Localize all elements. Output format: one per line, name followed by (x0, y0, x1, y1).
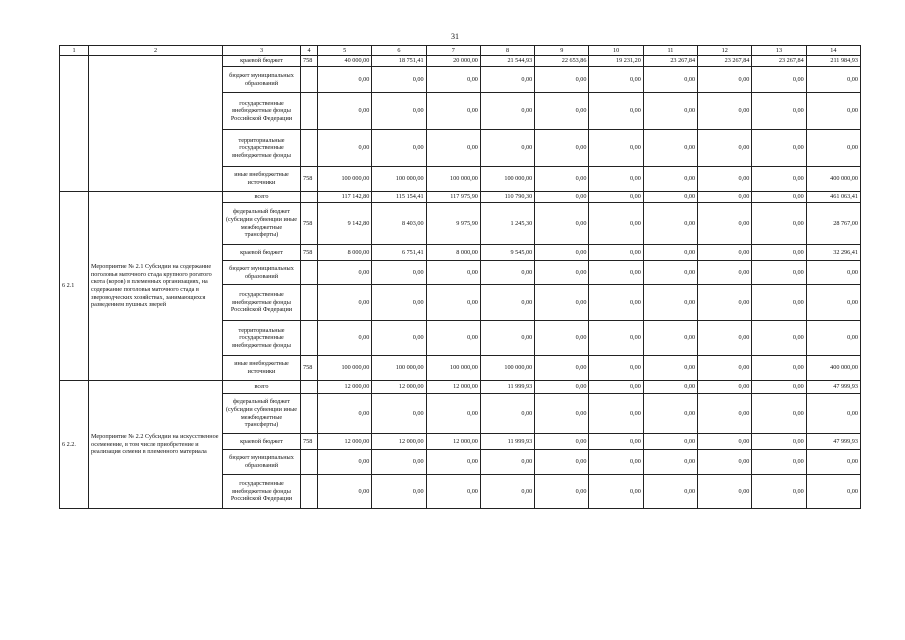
year-value: 0,00 (535, 356, 589, 381)
grbs-code: 758 (301, 203, 318, 245)
year-value: 9 975,90 (426, 203, 480, 245)
year-value: 100 000,00 (480, 167, 534, 192)
year-value: 0,00 (589, 285, 643, 321)
year-value: 0,00 (426, 261, 480, 285)
year-value: 0,00 (535, 450, 589, 475)
year-value: 0,00 (372, 321, 426, 356)
page-number: 31 (451, 32, 459, 41)
year-value: 0,00 (643, 167, 697, 192)
year-value: 0,00 (535, 245, 589, 261)
column-header-12: 12 (698, 46, 752, 56)
grbs-code: 758 (301, 245, 318, 261)
year-value: 0,00 (752, 356, 806, 381)
budget-table (59, 45, 861, 509)
year-value: 0,00 (643, 203, 697, 245)
year-value: 0,00 (698, 167, 752, 192)
year-value: 0,00 (752, 167, 806, 192)
year-value: 0,00 (643, 130, 697, 167)
year-value: 0,00 (752, 245, 806, 261)
year-value: 12 000,00 (426, 381, 480, 394)
year-value: 110 790,30 (480, 192, 534, 203)
year-value: 0,00 (643, 285, 697, 321)
header-row (60, 46, 861, 56)
funding-source: всего (223, 192, 301, 203)
funding-source: государственные внебюджетные фонды Российской Федерации (223, 285, 301, 321)
year-value: 0,00 (426, 93, 480, 130)
column-header-6: 6 (372, 46, 426, 56)
year-value: 0,00 (318, 321, 372, 356)
grbs-code (301, 192, 318, 203)
year-value: 0,00 (535, 285, 589, 321)
column-header-10: 10 (589, 46, 643, 56)
year-value: 0,00 (589, 130, 643, 167)
year-value: 0,00 (589, 261, 643, 285)
year-value: 23 267,84 (752, 56, 806, 67)
year-value: 0,00 (535, 434, 589, 450)
year-value: 0,00 (752, 434, 806, 450)
year-value: 0,00 (589, 356, 643, 381)
year-value: 0,00 (643, 381, 697, 394)
year-value: 0,00 (318, 93, 372, 130)
funding-source: краевой бюджет (223, 56, 301, 67)
total-value: 28 767,00 (806, 203, 860, 245)
total-value: 0,00 (806, 130, 860, 167)
year-value: 0,00 (589, 203, 643, 245)
column-header-11: 11 (643, 46, 697, 56)
total-value: 400 000,00 (806, 356, 860, 381)
year-value: 0,00 (480, 475, 534, 509)
year-value: 0,00 (318, 130, 372, 167)
year-value: 0,00 (535, 394, 589, 434)
year-value: 100 000,00 (480, 356, 534, 381)
grbs-code (301, 261, 318, 285)
year-value: 0,00 (318, 67, 372, 93)
column-header-2: 2 (89, 46, 223, 56)
grbs-code (301, 93, 318, 130)
year-value: 8 000,00 (318, 245, 372, 261)
total-value: 400 000,00 (806, 167, 860, 192)
funding-source: краевой бюджет (223, 245, 301, 261)
year-value: 0,00 (535, 67, 589, 93)
year-value: 0,00 (752, 394, 806, 434)
year-value: 1 245,30 (480, 203, 534, 245)
grbs-code: 758 (301, 434, 318, 450)
year-value: 0,00 (698, 394, 752, 434)
year-value: 0,00 (426, 394, 480, 434)
total-value: 461 063,41 (806, 192, 860, 203)
year-value: 0,00 (426, 475, 480, 509)
year-value: 0,00 (752, 261, 806, 285)
year-value: 0,00 (752, 450, 806, 475)
year-value: 0,00 (589, 434, 643, 450)
year-value: 8 403,00 (372, 203, 426, 245)
year-value: 22 653,86 (535, 56, 589, 67)
column-header-14: 14 (806, 46, 860, 56)
grbs-code (301, 67, 318, 93)
year-value: 0,00 (643, 67, 697, 93)
year-value: 12 000,00 (372, 434, 426, 450)
year-value: 0,00 (643, 434, 697, 450)
grbs-code (301, 130, 318, 167)
table-row (60, 192, 861, 203)
funding-source: иные внебюджетные источники (223, 167, 301, 192)
year-value: 0,00 (372, 67, 426, 93)
year-value: 0,00 (480, 67, 534, 93)
year-value: 0,00 (643, 321, 697, 356)
year-value: 0,00 (752, 285, 806, 321)
year-value: 9 142,80 (318, 203, 372, 245)
year-value: 0,00 (480, 394, 534, 434)
row-code: 6 2.2. (60, 381, 89, 509)
year-value: 0,00 (480, 285, 534, 321)
total-value: 0,00 (806, 450, 860, 475)
year-value: 0,00 (535, 93, 589, 130)
year-value: 0,00 (698, 285, 752, 321)
year-value: 19 231,20 (589, 56, 643, 67)
grbs-code: 758 (301, 56, 318, 67)
year-value: 0,00 (698, 356, 752, 381)
year-value: 40 000,00 (318, 56, 372, 67)
year-value: 11 999,93 (480, 381, 534, 394)
year-value: 0,00 (318, 450, 372, 475)
year-value: 0,00 (535, 475, 589, 509)
funding-source: государственные внебюджетные фонды Российской Федерации (223, 93, 301, 130)
year-value: 0,00 (752, 381, 806, 394)
table-row (60, 56, 861, 67)
year-value: 0,00 (589, 67, 643, 93)
year-value: 23 267,84 (643, 56, 697, 67)
year-value: 11 999,93 (480, 434, 534, 450)
year-value: 0,00 (698, 203, 752, 245)
column-header-9: 9 (535, 46, 589, 56)
year-value: 0,00 (698, 261, 752, 285)
year-value: 0,00 (698, 450, 752, 475)
year-value: 0,00 (752, 321, 806, 356)
funding-source: бюджет муниципальных образований (223, 450, 301, 475)
year-value: 0,00 (643, 475, 697, 509)
year-value: 0,00 (372, 450, 426, 475)
funding-source: федеральный бюджет (субсидии субвенции иные межбюджетные трансферты) (223, 203, 301, 245)
total-value: 47 999,93 (806, 381, 860, 394)
year-value: 0,00 (643, 261, 697, 285)
year-value: 0,00 (426, 321, 480, 356)
year-value: 0,00 (589, 450, 643, 475)
year-value: 100 000,00 (318, 356, 372, 381)
year-value: 0,00 (372, 285, 426, 321)
year-value: 100 000,00 (426, 167, 480, 192)
year-value: 0,00 (589, 93, 643, 130)
funding-source: бюджет муниципальных образований (223, 261, 301, 285)
year-value: 0,00 (752, 475, 806, 509)
year-value: 12 000,00 (372, 381, 426, 394)
row-activity-name: Мероприятие № 2.1 Субсидии на содержание поголовья маточного стада крупного рогатого скота (коров) в племенных организациях, на содержание поголовья маточного стада в звероводческих хозяйствах, занимающихся разведением пушных зверей (89, 192, 223, 381)
year-value: 0,00 (698, 434, 752, 450)
grbs-code (301, 450, 318, 475)
year-value: 23 267,84 (698, 56, 752, 67)
year-value: 0,00 (643, 192, 697, 203)
year-value: 21 544,93 (480, 56, 534, 67)
year-value: 0,00 (480, 450, 534, 475)
year-value: 12 000,00 (318, 434, 372, 450)
total-value: 0,00 (806, 285, 860, 321)
total-value: 0,00 (806, 475, 860, 509)
table-body (60, 56, 861, 509)
year-value: 100 000,00 (318, 167, 372, 192)
table-row (60, 381, 861, 394)
column-header-4: 4 (301, 46, 318, 56)
total-value: 32 296,41 (806, 245, 860, 261)
year-value: 0,00 (426, 67, 480, 93)
row-activity-name (89, 56, 223, 192)
year-value: 0,00 (372, 394, 426, 434)
row-activity-name: Мероприятие № 2.2 Субсидии на искусственное осеменение, в том числе приобретение и реализация семени в племенного материала (89, 381, 223, 509)
year-value: 0,00 (643, 93, 697, 130)
year-value: 0,00 (698, 245, 752, 261)
funding-source: государственные внебюджетные фонды Российской Федерации (223, 475, 301, 509)
year-value: 0,00 (426, 130, 480, 167)
funding-source: федеральный бюджет (субсидии субвенции иные межбюджетные трансферты) (223, 394, 301, 434)
column-header-7: 7 (426, 46, 480, 56)
total-value: 0,00 (806, 261, 860, 285)
year-value: 0,00 (643, 450, 697, 475)
year-value: 0,00 (535, 321, 589, 356)
year-value: 0,00 (589, 167, 643, 192)
year-value: 0,00 (698, 475, 752, 509)
year-value: 0,00 (589, 192, 643, 203)
column-header-8: 8 (480, 46, 534, 56)
year-value: 0,00 (535, 192, 589, 203)
total-value: 0,00 (806, 394, 860, 434)
year-value: 0,00 (589, 381, 643, 394)
year-value: 0,00 (318, 261, 372, 285)
year-value: 0,00 (752, 130, 806, 167)
year-value: 0,00 (589, 475, 643, 509)
year-value: 0,00 (589, 394, 643, 434)
grbs-code (301, 475, 318, 509)
year-value: 0,00 (426, 285, 480, 321)
year-value: 6 751,41 (372, 245, 426, 261)
grbs-code (301, 321, 318, 356)
year-value: 100 000,00 (426, 356, 480, 381)
year-value: 117 975,90 (426, 192, 480, 203)
year-value: 115 154,41 (372, 192, 426, 203)
year-value: 0,00 (752, 192, 806, 203)
year-value: 12 000,00 (318, 381, 372, 394)
year-value: 0,00 (643, 394, 697, 434)
funding-source: территориальные государственные внебюджетные фонды (223, 321, 301, 356)
year-value: 0,00 (318, 394, 372, 434)
year-value: 0,00 (535, 381, 589, 394)
year-value: 0,00 (752, 93, 806, 130)
funding-source: краевой бюджет (223, 434, 301, 450)
year-value: 0,00 (480, 321, 534, 356)
year-value: 0,00 (589, 245, 643, 261)
year-value: 0,00 (698, 130, 752, 167)
row-code (60, 56, 89, 192)
year-value: 0,00 (372, 93, 426, 130)
total-value: 47 999,93 (806, 434, 860, 450)
year-value: 0,00 (480, 261, 534, 285)
year-value: 0,00 (426, 450, 480, 475)
funding-source: бюджет муниципальных образований (223, 67, 301, 93)
year-value: 0,00 (698, 381, 752, 394)
year-value: 0,00 (535, 130, 589, 167)
grbs-code: 758 (301, 356, 318, 381)
year-value: 0,00 (372, 475, 426, 509)
total-value: 0,00 (806, 321, 860, 356)
column-header-13: 13 (752, 46, 806, 56)
year-value: 100 000,00 (372, 356, 426, 381)
year-value: 0,00 (480, 130, 534, 167)
year-value: 0,00 (480, 93, 534, 130)
grbs-code: 758 (301, 167, 318, 192)
year-value: 0,00 (643, 356, 697, 381)
year-value: 0,00 (372, 261, 426, 285)
year-value: 0,00 (698, 321, 752, 356)
grbs-code (301, 285, 318, 321)
year-value: 0,00 (752, 203, 806, 245)
funding-source: иные внебюджетные источники (223, 356, 301, 381)
column-header-3: 3 (223, 46, 301, 56)
year-value: 0,00 (535, 261, 589, 285)
grbs-code (301, 381, 318, 394)
year-value: 0,00 (698, 192, 752, 203)
year-value: 0,00 (589, 321, 643, 356)
year-value: 0,00 (535, 203, 589, 245)
year-value: 18 751,41 (372, 56, 426, 67)
year-value: 0,00 (698, 93, 752, 130)
year-value: 100 000,00 (372, 167, 426, 192)
total-value: 0,00 (806, 67, 860, 93)
grbs-code (301, 394, 318, 434)
column-header-5: 5 (318, 46, 372, 56)
year-value: 0,00 (318, 285, 372, 321)
year-value: 12 000,00 (426, 434, 480, 450)
year-value: 0,00 (535, 167, 589, 192)
column-header-1: 1 (60, 46, 89, 56)
year-value: 0,00 (372, 130, 426, 167)
funding-source: всего (223, 381, 301, 394)
total-value: 0,00 (806, 93, 860, 130)
year-value: 8 000,00 (426, 245, 480, 261)
year-value: 117 142,80 (318, 192, 372, 203)
funding-source: территориальные государственные внебюджетные фонды (223, 130, 301, 167)
total-value: 211 984,93 (806, 56, 860, 67)
year-value: 0,00 (698, 67, 752, 93)
year-value: 0,00 (752, 67, 806, 93)
year-value: 9 545,00 (480, 245, 534, 261)
year-value: 0,00 (318, 475, 372, 509)
year-value: 0,00 (643, 245, 697, 261)
year-value: 20 000,00 (426, 56, 480, 67)
row-code: 6 2.1 (60, 192, 89, 381)
